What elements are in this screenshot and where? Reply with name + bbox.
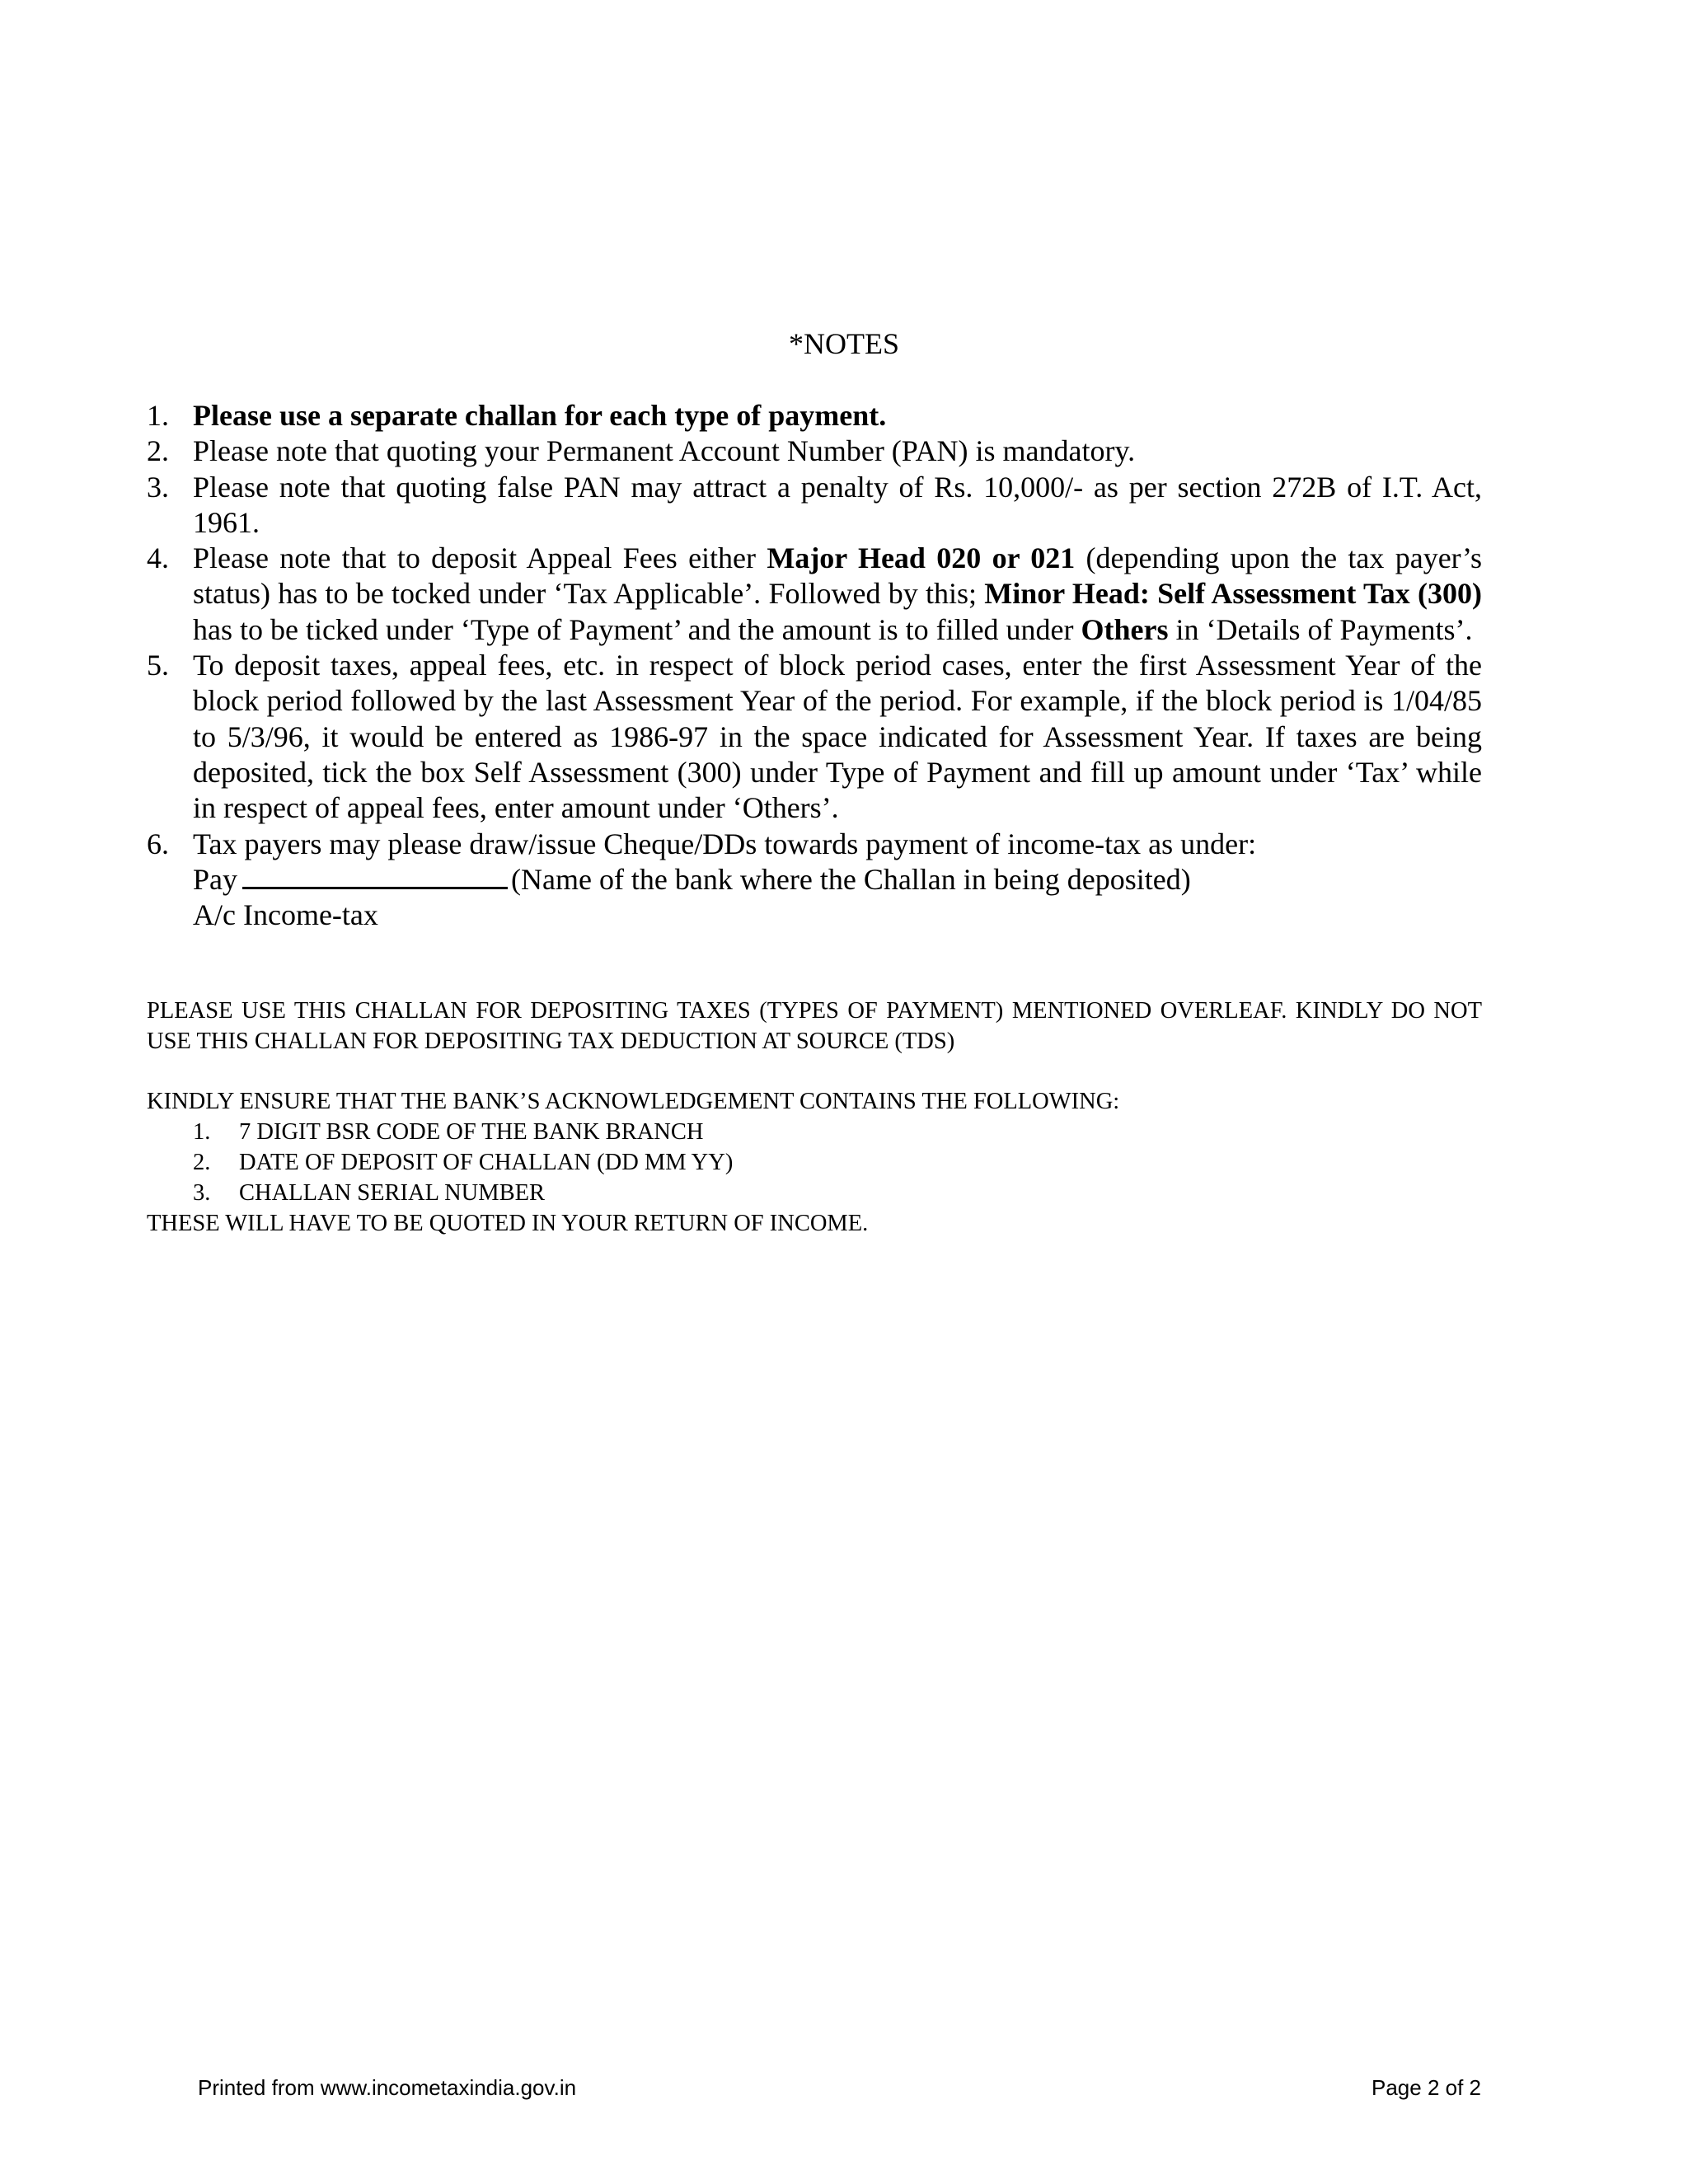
note-number: 5. — [147, 649, 169, 682]
note-emphasis: Major Head 020 or 021 — [767, 541, 1076, 575]
page-title: *NOTES — [789, 327, 899, 360]
note-number: 6. — [147, 827, 169, 860]
note-number: 3. — [147, 470, 169, 504]
note-number: 4. — [147, 541, 169, 575]
note-item-3 — [147, 470, 1482, 541]
note-text: Please use a separate challan for each type of payment. — [193, 399, 887, 432]
note-item-5 — [147, 648, 1482, 826]
note-emphasis: Minor Head: Self Assessment Tax (300) — [984, 577, 1482, 611]
item-number: 2. — [193, 1150, 211, 1175]
item-text: DATE OF DEPOSIT OF CHALLAN (DD MM YY) — [239, 1150, 734, 1175]
note-text: Please note that quoting false PAN may attract a penalty of Rs. 10,000/- as per section 272B of I.T. Act, 1961. — [193, 470, 1482, 539]
note-item-2 — [147, 434, 1482, 469]
note-number: 2. — [147, 434, 169, 468]
pay-note: (Name of the bank where the Challan in being deposited) — [511, 862, 1191, 896]
note-text: in ‘Details of Payments’. — [1168, 612, 1473, 646]
note-text: To deposit taxes, appeal fees, etc. in respect of block period cases, enter the first Assessment Year of the block period followed by the last Assessment Year of the period. For example, if the block period is 1/04/85 to 5/3/96, it would be entered as 1986-97 in the space indicated for Assessment Year. If taxes are being deposited, tick the box Self Assessment (300) under Type of Payment and fill up amount under ‘Tax’ while in respect of appeal fees, enter amount under ‘Others’. — [193, 649, 1482, 825]
item-text: 7 DIGIT BSR CODE OF THE BANK BRANCH — [239, 1119, 704, 1145]
acknowledgement-item — [147, 1147, 1482, 1178]
notes-list — [147, 398, 1482, 933]
challan-usage-notice: PLEASE USE THIS CHALLAN FOR DEPOSITING TAXES (TYPES OF PAYMENT) MENTIONED OVERLEAF. KINDLY DO NOT USE THIS CHALLAN FOR DEPOSITING TAX DEDUCTION AT SOURCE (TDS) — [147, 998, 1482, 1054]
item-number: 3. — [193, 1180, 211, 1206]
note-item-4 — [147, 541, 1482, 648]
item-number: 1. — [193, 1119, 211, 1145]
item-text: CHALLAN SERIAL NUMBER — [239, 1180, 546, 1206]
note-emphasis: Others — [1081, 612, 1169, 646]
footer-source: Printed from www.incometaxindia.gov.in — [198, 2075, 577, 2100]
acknowledgement-item — [147, 1117, 1482, 1147]
account-line: A/c Income-tax — [193, 898, 378, 932]
note-text: has to be ticked under ‘Type of Payment’ and the amount is to filled under — [193, 612, 1081, 646]
note-number: 1. — [147, 399, 169, 432]
note-item-6 — [147, 827, 1482, 934]
note-text: (depending upon the tax payer’s status) has to be tocked under ‘Tax Applicable’. Followed by this; — [193, 541, 1483, 611]
footer-page-number: Page 2 of 2 — [1372, 2075, 1481, 2100]
acknowledgement-item — [147, 1178, 1482, 1208]
note-text: Please note that quoting your Permanent Account Number (PAN) is mandatory. — [193, 434, 1136, 468]
note-item-1 — [147, 398, 1482, 434]
bank-name-blank-line — [242, 862, 508, 889]
acknowledgement-notice — [147, 1086, 1482, 1239]
pay-label: Pay — [193, 862, 237, 896]
note-text: Tax payers may please draw/issue Cheque/DDs towards payment of income-tax as under: — [193, 827, 1257, 860]
acknowledgement-intro: KINDLY ENSURE THAT THE BANK’S ACKNOWLEDGEMENT CONTAINS THE FOLLOWING: — [147, 1089, 1120, 1114]
acknowledgement-list — [147, 1117, 1482, 1208]
note-text: Please note that to deposit Appeal Fees either — [193, 541, 767, 575]
acknowledgement-outro: THESE WILL HAVE TO BE QUOTED IN YOUR RETURN OF INCOME. — [147, 1211, 869, 1236]
